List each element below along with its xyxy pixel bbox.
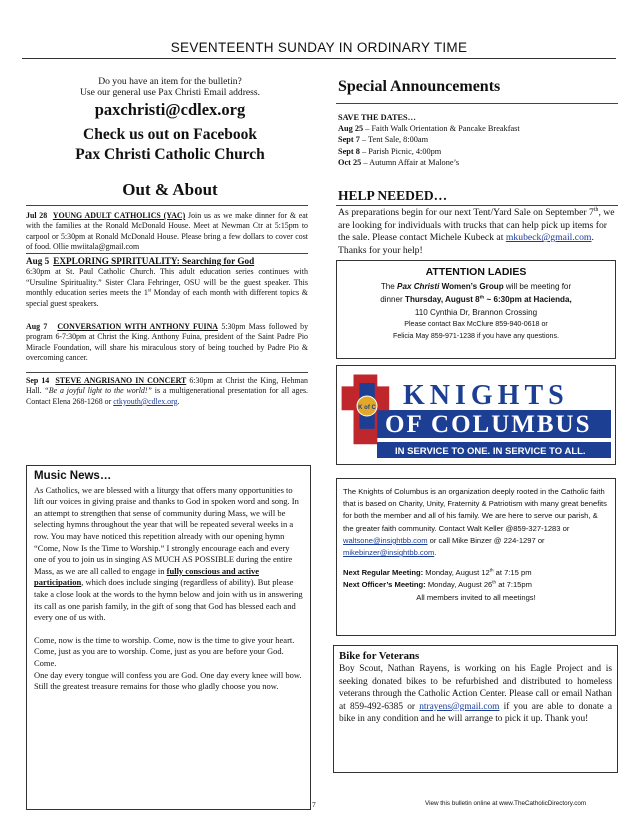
ladies-address: 110 Cynthia Dr, Brannon Crossing: [414, 307, 538, 317]
facebook-line-2[interactable]: Pax Christi Catholic Church: [75, 146, 265, 163]
kofc-logo-line-2: OF COLUMBUS: [385, 411, 592, 438]
event-title: STEVE ANGRISANO IN CONCERT: [55, 376, 187, 385]
event-body: 6:30pm at Christ the King, Hehman Hall.: [26, 376, 308, 396]
music-news-box: [26, 465, 311, 810]
event-title: EXPLORING SPIRITUALITY: Searching for God: [53, 256, 255, 266]
event-item: [26, 211, 308, 253]
kofc-logo-line-1: KNIGHTS: [403, 380, 569, 411]
help-needed-text: As preparations begin for our next Tent/Yard Sale on September 7th, we are looking for individuals with trucks that can help pick up items for the sale. Please contact Michele Kubeck at mkubeck@gmail.com. Thanks for your help!: [338, 206, 615, 256]
event-title: CONVERSATION WITH ANTHONY FUINA: [57, 322, 218, 331]
event-item: [26, 322, 308, 364]
help-contact-link[interactable]: mkubeck@gmail.com: [505, 232, 592, 244]
event-body: 5:30pm Mass followed by program 6-7:30pm at Christ the King. Anthony Fuina, president of the Saint Padre Pio Miracle Foundation, will share his miraculous story of being touched by Padre Pio & overcoming cancer.: [26, 322, 309, 363]
special-announcements-heading: Special Announcements: [338, 78, 501, 95]
ladies-contact: Please contact Bax McClure 859-940-0618 or: [404, 320, 548, 329]
section-divider: [336, 205, 618, 206]
music-news-paragraph: As Catholics, we are blessed with a liturgy that offers many opportunities to lift our voices in giving praise and thanks to God in spoken word and song. In an attempt to strengthen that sense of community during Mass, we will be selecting hymns throughout the year that will be repeated several weeks in a row. You may have noticed this repetition already with our opening hymn “Come, Now Is the Time to Worship.” I strongly encourage each and every one of you to join us in singing AS MUCH AS POSSIBLE during the entire Mass, as we are all called to engage in fully conscious and active participation, which does include singing (regardless of ability). But please take a close look at the words to the hymn below and join with us in answering its call as one parish family, in the gift of song that God has blessed each and every one of us with.: [34, 484, 303, 623]
kofc-email-link[interactable]: mikebinzer@insightbb.com: [343, 548, 435, 558]
event-tail: .: [177, 396, 180, 406]
event-body: 6:30pm at St. Paul Catholic Church. This adult education series continues with “Ursuline Spirituality.” Sister Clara Fehringer, OSU will be the guest speaker. This monthly education series meets the 1: [26, 267, 308, 298]
ordinal-suffix: st: [147, 288, 152, 294]
date-item: Oct 25 – Autumn Affair at Malone’s: [338, 157, 460, 167]
kofc-invite: All members invited to all meetings!: [416, 592, 536, 602]
hymn-lyric: Come, just as you are to worship. Come, just as you are before your God. Come.: [34, 646, 284, 668]
event-body-continued: Monday of each month with different topics & special guest speakers.: [26, 288, 309, 308]
music-news-title: Music News…: [34, 470, 112, 482]
event-divider: [26, 253, 308, 254]
music-emphasis: fully conscious and active participation: [34, 565, 259, 588]
event-title: YOUNG ADULT CATHOLICS (YAC): [52, 211, 186, 220]
bike-for-veterans-title: Bike for Veterans: [339, 650, 420, 662]
kofc-emblem-text: K of C: [358, 405, 376, 411]
save-dates-title: SAVE THE DATES…: [338, 113, 416, 122]
help-needed-heading: HELP NEEDED…: [338, 188, 448, 203]
ladies-line: The Pax Christi Women’s Group will be meeting for: [380, 282, 572, 291]
hymn-lyric: Come, now is the time to worship. Come, now is the time to give your heart.: [34, 634, 295, 645]
event-date: Sep 14: [26, 376, 50, 385]
bike-contact-link[interactable]: ntrayens@gmail.com: [419, 701, 500, 712]
event-body-continued: is a multigenerational presentation for all ages. Contact Elena 268-1268 or: [26, 386, 309, 406]
page-number: 7: [312, 800, 316, 809]
kofc-description: The Knights of Columbus is an organization deeply rooted in the Catholic faith that is based on Charity, Unity, Fraternity & Patriotism with many great benefits for both the member and all of his family. We are here to serve our parish, & the greater faith community. Contact Walt Keller @859-327-1283 or waltsone@insightbb.com or call Mike Binzer @ 224-1297 or mikebinzer@insightbb.com.: [343, 487, 607, 558]
ladies-line: dinner Thursday, August 8th ~ 6:30pm at Hacienda,: [380, 294, 572, 304]
hymn-lyric: Still the greatest treasure remains for those who gladly choose you now.: [34, 681, 279, 692]
ordinal-suffix: th: [593, 206, 599, 213]
knights-of-columbus-logo: [336, 365, 616, 465]
event-body: Join us as we make dinner for & eat with the families at the Ronald McDonald House. Meet at Newman Ctr at 5:15pm to carpool or 5:30pm at Ronald McDonald House. Please bring a few dollars to cover cost of food. Ollie mwiitala@gmail.com: [26, 211, 308, 252]
bike-for-veterans-text: Boy Scout, Nathan Rayens, is working on his Eagle Project and is seeking donated bikes to be refurbished and distributed to homeless veterans through the Catholic Action Center. Please call or email Nathan at 859-492-6385 or ntrayens@gmail.com if you are able to donate a bike in any condition and he will arrange to pick it up. Thank you!: [339, 664, 612, 725]
facebook-line-1: Check us out on Facebook: [83, 126, 257, 143]
ladies-contact: Felicia May 859-971-1238 if you have any questions.: [392, 331, 559, 340]
kofc-logo-graphic: [337, 366, 616, 465]
date-item: Sept 8 – Parish Picnic, 4:00pm: [338, 146, 442, 156]
event-contact-link[interactable]: ctkyouth@cdlex.org: [113, 396, 178, 406]
kofc-tagline: IN SERVICE TO ONE. IN SERVICE TO ALL.: [395, 446, 586, 457]
event-date: Jul 28: [26, 211, 48, 220]
event-quote: “Be a joyful light to the world!”: [44, 386, 152, 396]
kofc-info-box: [336, 478, 616, 636]
kofc-email-link[interactable]: waltsone@insightbb.com: [343, 535, 428, 545]
section-divider: [26, 205, 308, 206]
bulletin-email[interactable]: paxchristi@cdlex.org: [94, 100, 246, 119]
event-date: Aug 5: [26, 256, 50, 266]
kofc-regular-meeting: Next Regular Meeting: Monday, August 12th at 7:15 pm: [343, 567, 532, 578]
bulletin-instruction: Use our general use Pax Christi Email address.: [79, 87, 261, 98]
event-item: [26, 376, 308, 407]
date-item: Aug 25 – Faith Walk Orientation & Pancake Breakfast: [338, 124, 520, 134]
bulletin-prompt: Do you have an item for the bulletin?: [98, 76, 242, 87]
bike-for-veterans-box: [333, 645, 618, 773]
title-divider: [22, 58, 616, 59]
out-about-heading: Out & About: [122, 180, 218, 199]
date-item: Sept 7 – Tent Sale, 8:00am: [338, 135, 429, 145]
event-date: Aug 7: [26, 322, 48, 331]
section-divider: [336, 103, 618, 104]
hymn-lyric: One day every tongue will confess you are God. One day every knee will bow.: [34, 669, 302, 680]
footer-website-note[interactable]: View this bulletin online at www.TheCatholicDirectory.com: [425, 800, 587, 807]
page-title: SEVENTEENTH SUNDAY IN ORDINARY TIME: [170, 40, 468, 55]
facebook-callout: [30, 125, 310, 165]
save-the-dates: [338, 112, 618, 168]
kofc-officer-meeting: Next Officer’s Meeting: Monday, August 26th at 7:15pm: [343, 579, 532, 590]
event-divider: [26, 372, 308, 373]
attention-ladies-box: [336, 260, 616, 359]
event-item: [26, 256, 308, 309]
attention-ladies-title: ATTENTION LADIES: [425, 266, 527, 278]
